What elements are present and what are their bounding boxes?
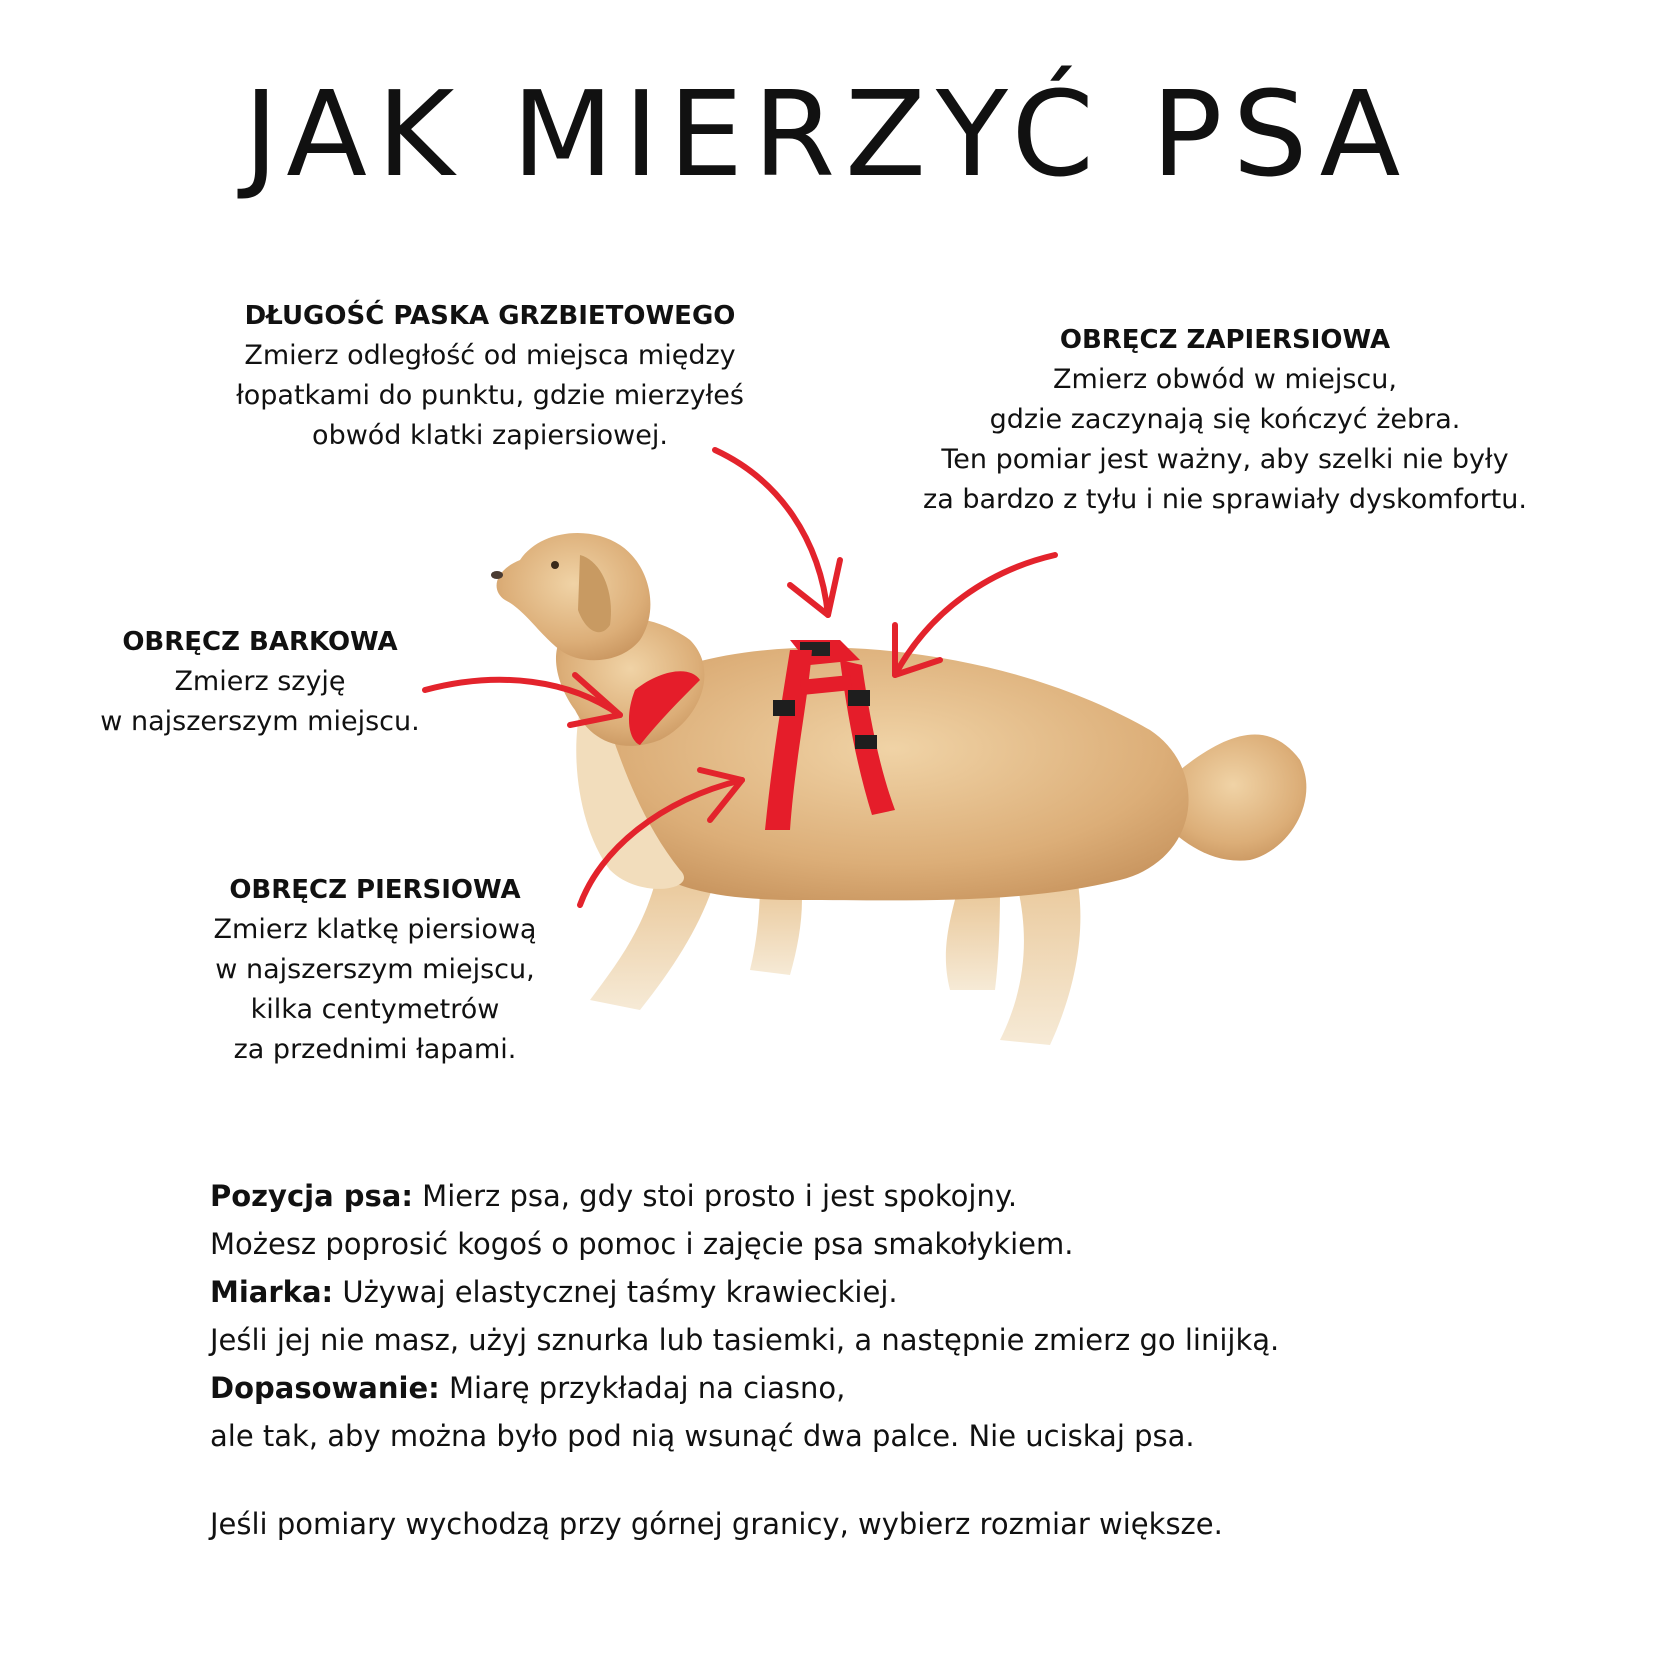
label-neck-girth-heading: OBRĘCZ BARKOWA (122, 627, 398, 657)
note-position-text: Mierz psa, gdy stoi prosto i jest spokojny. (412, 1179, 1018, 1213)
dog-nose (491, 571, 503, 579)
label-back-strap-line: obwód klatki zapiersiowej. (312, 420, 668, 451)
dog-head (497, 533, 651, 660)
label-rib-girth-heading: OBRĘCZ ZAPIERSIOWA (1059, 325, 1391, 355)
dog-illustration (491, 533, 1306, 1045)
label-rib-girth-line: Zmierz obwód w miejscu, (1053, 364, 1397, 395)
measurement-notes (210, 1172, 1630, 1548)
label-rib-girth-line: Ten pomiar jest ważny, aby szelki nie były (941, 444, 1509, 475)
note-final: Jeśli pomiary wychodzą przy górnej granicy, wybierz rozmiar większe. (210, 1507, 1223, 1541)
label-back-strap-line: łopatkami do punktu, gdzie mierzyłeś (236, 380, 744, 411)
arrow-back-strap (715, 450, 828, 615)
harness-buckle (855, 735, 877, 749)
note-position (210, 1172, 1630, 1220)
note-tape (210, 1268, 1630, 1316)
label-neck-girth-line: Zmierz szyję (174, 666, 346, 697)
note-fit-label: Dopasowanie: (210, 1371, 440, 1405)
dog-eye (551, 561, 559, 569)
note-tape-text: Używaj elastycznej taśmy krawieckiej. (333, 1275, 898, 1309)
label-chest-girth-line: Zmierz klatkę piersiową (213, 914, 537, 945)
label-back-strap-heading: DŁUGOŚĆ PASKA GRZBIETOWEGO (244, 301, 736, 331)
page-title: JAK MIERZYĆ PSA (243, 65, 1411, 203)
note-tape-line2: Jeśli jej nie masz, użyj sznurka lub tasiemki, a następnie zmierz go linijką. (210, 1323, 1280, 1357)
label-chest-girth-line: za przednimi łapami. (233, 1034, 517, 1065)
note-fit-line2: ale tak, aby można było pod nią wsunąć dwa palce. Nie uciskaj psa. (210, 1419, 1195, 1453)
note-position-label: Pozycja psa: (210, 1179, 413, 1213)
arrow-back-strap-head (790, 560, 840, 615)
label-rib-girth-line: za bardzo z tyłu i nie sprawiały dyskomfortu. (923, 484, 1527, 515)
label-chest-girth-line: kilka centymetrów (250, 994, 500, 1025)
label-back-strap-line: Zmierz odległość od miejsca między (244, 340, 736, 371)
label-chest-girth-heading: OBRĘCZ PIERSIOWA (229, 875, 521, 905)
label-rib-girth-line: gdzie zaczynają się kończyć żebra. (989, 404, 1461, 435)
harness-buckle (773, 700, 795, 716)
label-neck-girth-line: w najszerszym miejscu. (100, 706, 420, 737)
note-tape-label: Miarka: (210, 1275, 334, 1309)
note-fit-text: Miarę przykładaj na ciasno, (439, 1371, 846, 1405)
note-position-line2: Możesz poprosić kogoś o pomoc i zajęcie psa smakołykiem. (210, 1227, 1074, 1261)
harness-buckle (848, 690, 870, 706)
label-chest-girth-line: w najszerszym miejscu, (215, 954, 535, 985)
note-fit (210, 1364, 1630, 1412)
